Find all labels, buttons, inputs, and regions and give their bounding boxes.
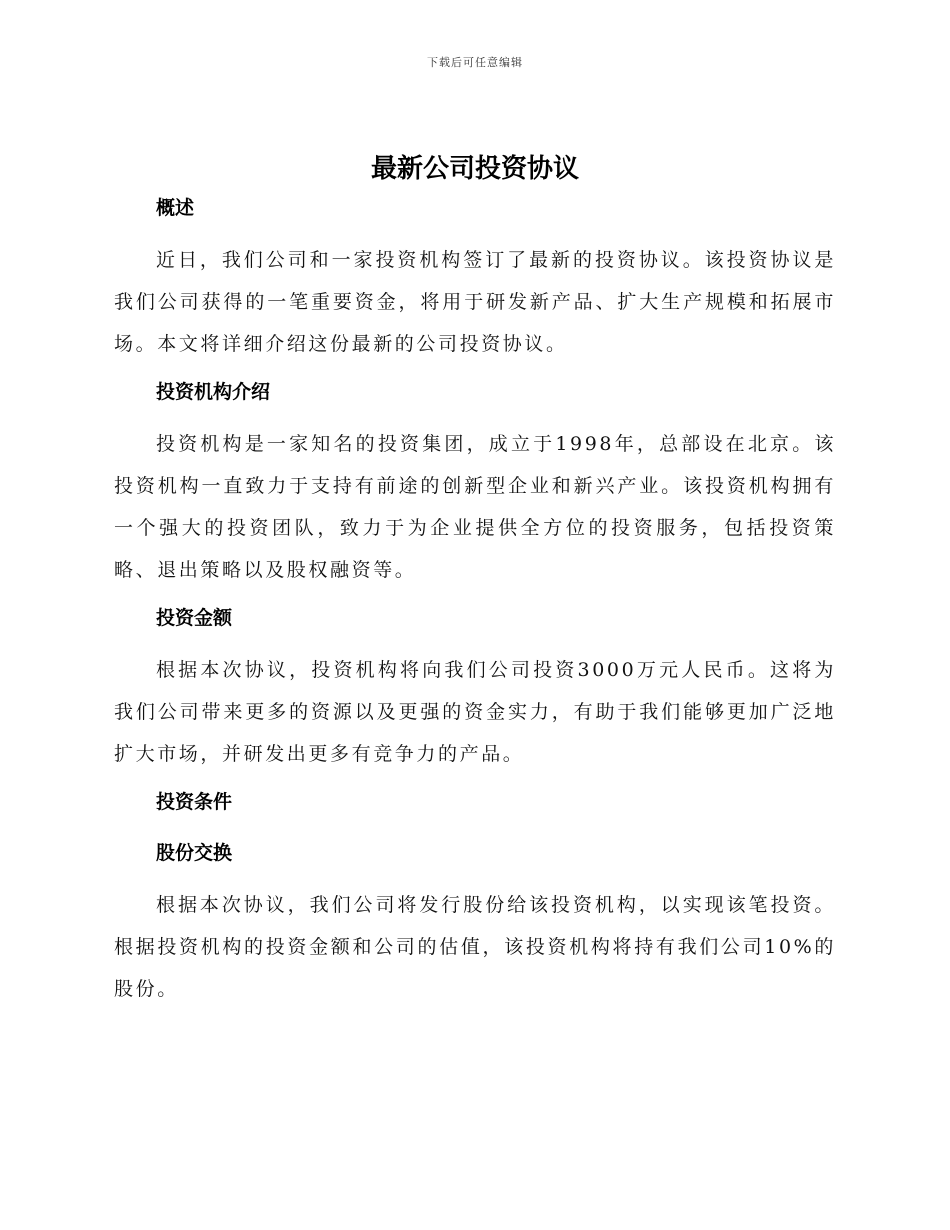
section-paragraph-overview: 近日，我们公司和一家投资机构签订了最新的投资协议。该投资协议是我们公司获得的一笔重要资金，将用于研发新产品、扩大生产规模和拓展市场。本文将详细介绍这份最新的公司投资协议。 bbox=[114, 249, 836, 355]
section-heading-investment-terms: 投资条件 bbox=[156, 791, 233, 813]
section-paragraph-share-exchange: 根据本次协议，我们公司将发行股份给该投资机构，以实现该笔投资。根据投资机构的投资金额和公司的估值，该投资机构将持有我们公司10%的股份。 bbox=[114, 894, 836, 1000]
document-title: 最新公司投资协议 bbox=[370, 154, 579, 184]
section-paragraph-investor-intro: 投资机构是一家知名的投资集团，成立于1998年，总部设在北京。该投资机构一直致力于支持有前途的创新型企业和新兴产业。该投资机构拥有一个强大的投资团队，致力于为企业提供全方位的投资服务，包括投资策略、退出策略以及股权融资等。 bbox=[114, 433, 836, 581]
page-header: 下载后可任意编辑 bbox=[427, 56, 523, 69]
section-heading-share-exchange: 股份交换 bbox=[156, 842, 233, 864]
section-heading-investment-amount: 投资金额 bbox=[156, 607, 233, 629]
section-heading-investor-intro: 投资机构介绍 bbox=[156, 381, 271, 403]
section-paragraph-investment-amount: 根据本次协议，投资机构将向我们公司投资3000万元人民币。这将为我们公司带来更多的资源以及更强的资金实力，有助于我们能够更加广泛地扩大市场，并研发出更多有竞争力的产品。 bbox=[114, 659, 836, 765]
section-heading-overview: 概述 bbox=[156, 197, 195, 219]
document-body bbox=[114, 190, 836, 1010]
